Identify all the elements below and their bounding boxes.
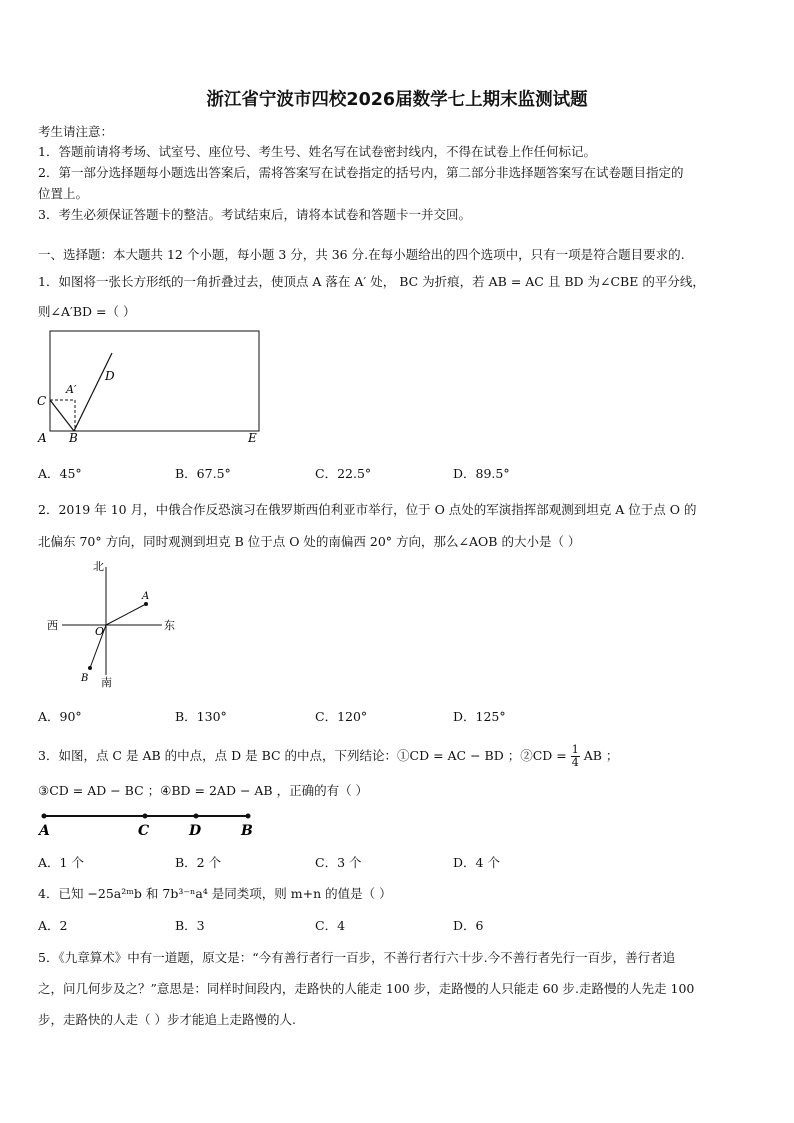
q3-label-B: B	[241, 823, 253, 839]
q2-option-d: D．125°	[453, 709, 506, 724]
q1-label-A: A	[38, 431, 47, 445]
q3-text-line1-b: AB ；	[583, 748, 619, 763]
q2-option-a: A．90°	[38, 709, 82, 724]
q4-option-b: B．3	[175, 918, 205, 933]
q3-text-line1-a: 3．如图，点 C 是 AB 的中点，点 D 是 BC 的中点，下列结论：①CD = AC − BD ；②CD =	[38, 748, 567, 763]
q1-option-b: B．67.5°	[175, 466, 231, 481]
q3-fraction-denominator: 4	[571, 756, 579, 769]
notice-item-2-cont: 位置上。	[38, 186, 89, 201]
q2-figure	[40, 555, 190, 695]
q2-option-b: B．130°	[175, 709, 227, 724]
q4-option-c: C．4	[315, 918, 346, 933]
q1-text-line2: 则∠A′BD =（ ）	[38, 304, 136, 319]
q3-fraction	[571, 744, 580, 769]
section-header: 一、选择题：本大题共 12 个小题，每小题 3 分，共 36 分.在每小题给出的四个选项中，只有一项是符合题目要求的.	[38, 247, 685, 262]
q2-label-east: 东	[164, 619, 175, 632]
q5-text-line1: 5．《九章算术》中有一道题，原文是：“今有善行者行一百步，不善行者行六十步.今不善行者先行一百步，善行者追	[38, 950, 676, 965]
q3-option-d: D．4 个	[453, 855, 500, 870]
q2-label-O: O	[95, 625, 105, 638]
notice-header: 考生请注意：	[38, 124, 114, 139]
notice-item-2: 2．第一部分选择题每小题选出答案后，需将答案写在试卷指定的括号内，第二部分非选择题答案写在试卷题目指定的	[38, 165, 684, 180]
q3-option-c: C．3 个	[315, 855, 362, 870]
q5-text-line3: 步，走路快的人走（ ）步才能追上走路慢的人.	[38, 1012, 296, 1027]
q1-text-line1: 1．如图将一张长方形纸的一角折叠过去，使顶点 A 落在 A′ 处， BC 为折痕，若 AB = AC 且 BD 为∠CBE 的平分线，	[38, 274, 705, 289]
q3-fraction-numerator: 1	[571, 743, 579, 756]
q2-label-north: 北	[93, 560, 104, 573]
q3-text-line2: ③CD = AD − BC ；④BD = 2AD − AB ，正确的有（ ）	[38, 783, 369, 798]
q2-label-south: 南	[101, 676, 112, 689]
q1-label-D: D	[105, 369, 115, 383]
q4-text: 4．已知 −25a²ᵐb 和 7b³⁻ⁿa⁴ 是同类项，则 m+n 的值是（ ）	[38, 886, 392, 901]
q1-option-c: C．22.5°	[315, 466, 372, 481]
q3-label-D: D	[189, 823, 202, 839]
q1-label-C: C	[37, 394, 47, 408]
notice-item-1: 1．答题前请将考场、试室号、座位号、考生号、姓名写在试卷密封线内，不得在试卷上作任何标记。	[38, 144, 596, 159]
q1-option-d: D．89.5°	[453, 466, 510, 481]
q1-label-E: E	[248, 431, 257, 445]
q3-option-a: A．1 个	[38, 855, 84, 870]
q4-option-a: A．2	[38, 918, 68, 933]
q2-text-line1: 2．2019 年 10 月，中俄合作反恐演习在俄罗斯西伯利亚市举行，位于 O 点处的军演指挥部观测到坦克 A 位于点 O 的	[38, 502, 697, 517]
q3-option-b: B．2 个	[175, 855, 222, 870]
notice-item-3: 3．考生必须保证答题卡的整洁。考试结束后，请将本试卷和答题卡一并交回。	[38, 207, 471, 222]
q4-option-d: D．6	[453, 918, 484, 933]
q2-label-west: 西	[47, 619, 58, 632]
q3-figure	[34, 808, 264, 840]
q1-label-B: B	[69, 431, 78, 445]
page-title: 浙江省宁波市四校2026届数学七上期末监测试题	[206, 90, 588, 110]
q2-text-line2: 北偏东 70° 方向，同时观测到坦克 B 位于点 O 处的南偏西 20° 方向，那么∠AOB 的大小是（ ）	[38, 534, 581, 549]
q3-label-A: A	[39, 823, 50, 839]
q2-option-c: C．120°	[315, 709, 368, 724]
q3-text-line1	[38, 744, 618, 769]
q2-label-B: B	[81, 673, 89, 684]
q5-text-line2: 之，问几何步及之？”意思是：同样时间段内，走路快的人能走 100 步，走路慢的人只能走 60 步.走路慢的人先走 100	[38, 981, 695, 996]
q3-label-C: C	[138, 823, 150, 839]
q2-label-A: A	[142, 591, 150, 602]
q1-label-A1: A′	[66, 383, 77, 396]
q1-figure	[30, 325, 270, 450]
q1-option-a: A．45°	[38, 466, 82, 481]
